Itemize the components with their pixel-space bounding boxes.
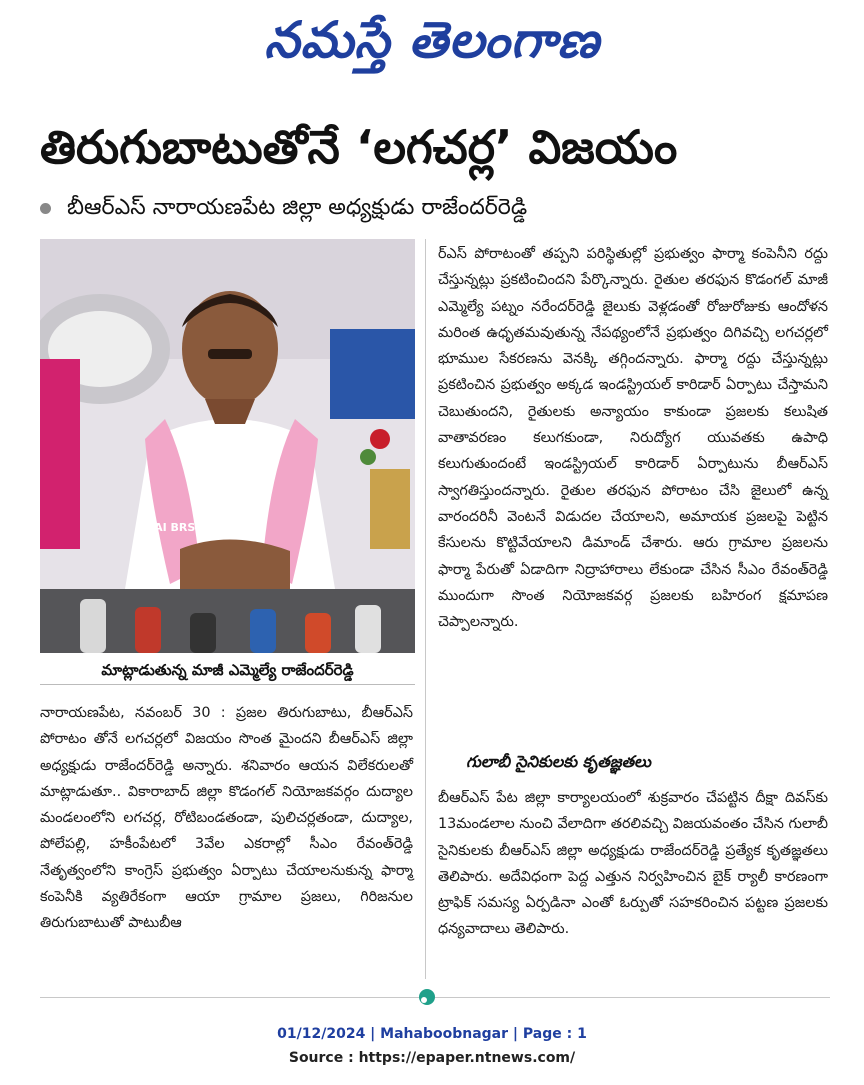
ntnews-logo-icon: [418, 988, 436, 1006]
article-photo: [40, 239, 415, 653]
body-column-left: [40, 700, 413, 937]
body-left-text: నారాయణపేట, నవంబర్ 30 : ప్రజల తిరుగుబాటు, బీఆర్ఎస్ పోరాటం తోనే లగచర్లలో విజయం సొంత మైందని బీఆర్ఎస్ జిల్లా అధ్యక్షుడు రాజేందర్‌రెడ్డి అన్నారు. శనివారం ఆయన విలేకరులతో మాట్లాడుతూ.. వికారాబాద్ జిల్లా కొడంగల్ నియోజకవర్గం దుద్యాల మండలంలోని లగచర్ల, రోటిబండతండా, పులిచర్లతండా, దుద్యాల, పోలేపల్లి, హకీంపేటలో 3వేల ఎకరాల్లో సీఎం రేవంత్‌రెడ్డి నేతృత్వంలోని కాంగ్రెస్ ప్రభుత్వం ఏర్పాటు చేయాలనుకున్న ఫార్మా కంపెనీకి వ్యతిరేకంగా ఆయా గ్రామాల ప్రజలు, గిరిజనుల తిరుగుబాటుతో పాటుబీఆ: [40, 705, 413, 932]
page-footer: [0, 1022, 864, 1070]
photo-caption: మాట్లాడుతున్న మాజీ ఎమ్మెల్యే రాజేందర్‌రెడ్డి: [40, 656, 415, 685]
body-column-right-2: [438, 785, 828, 943]
footer-source: Source : https://epaper.ntnews.com/: [288, 1050, 576, 1066]
subheadline-text: బీఆర్ఎస్ నారాయణపేట జిల్లా అధ్యక్షుడు రాజేందర్‌రెడ్డి: [67, 195, 528, 220]
footer-meta: 01/12/2024 | Mahaboobnagar | Page : 1: [277, 1026, 587, 1042]
article-headline: తిరుగుబాటుతోనే ‘లగచర్ల’ విజయం: [40, 120, 678, 174]
bullet-dot-icon: [40, 203, 51, 214]
column-divider: [425, 239, 426, 979]
body-right-text: ర్ఎస్ పోరాటంతో తప్పని పరిస్థితుల్లో ప్రభుత్వం ఫార్మా కంపెనీని రద్దు చేస్తున్నట్లు ప్రకటించిందని పేర్కొన్నారు. రైతుల తరఫున కొడంగల్ మాజీ ఎమ్మెల్యే పట్నం నరేందర్‌రెడ్డి జైలుకు వెళ్లడంతో రోజురోజుకు ఆందోళన మరింత ఉధృతమవుతున్న నేపథ్యంలోనే ప్రభుత్వం దిగివచ్చి లగచర్లలో భూముల సేకరణను వెనక్కి తగ్గిందన్నారు. ఫార్మా రద్దు చేస్తున్నట్లు ప్రకటించిన ప్రభుత్వం అక్కడ ఇండస్ట్రియల్ కారిడార్ ఏర్పాటు చేస్తామని చెబుతుందని, రైతులకు అన్యాయం కాకుండా ప్రజలకు కలుషిత వాతావరణం కలుగకుండా, నిరుద్యోగ యువతకు ఉపాధి కలుగుతుందంటే ఇండస్ట్రియల్ కారిడార్ ఏర్పాటును బీఆర్ఎస్ స్వాగతిస్తుందన్నారు. రైతుల తరఫున పోరాటం చేసి జైలులో ఉన్న వారందరినీ వెంటనే విడుదల చేయాలని, అమాయక ప్రజలపై పెట్టిన కేసులను కొట్టివేయాలని డిమాండ్ చేశారు. ఆరు గ్రామాల ప్రజలను ఫార్మా పేరుతో ఏడాదిగా నిద్రాహారాలు లేకుండా చేసిన సీఎం రేవంత్‌రెడ్డి ముందుగా సొంత నియోజకవర్గ ప్రజలకు బహిరంగ క్షమాపణ చెప్పాలన్నారు.: [438, 246, 828, 631]
photo-illustration: [40, 239, 415, 653]
masthead-title: నమస్తే తెలంగాణ: [264, 11, 600, 69]
body-column-right: [438, 241, 828, 635]
section-heading: గులాబీ సైనికులకు కృతజ్ఞతలు: [466, 752, 651, 771]
article-subheadline: [40, 188, 830, 228]
photo-shawl-text: JAI BRS: [150, 521, 196, 534]
body-right2-text: బీఆర్ఎస్ పేట జిల్లా కార్యాలయంలో శుక్రవారం చేపట్టిన దీక్షా దివస్‌కు 13మండలాల నుంచి వేలాదిగా తరలివచ్చి విజయవంతం చేసిన గులాబీ సైనికులకు బీఆర్ఎస్ జిల్లా అధ్యక్షుడు రాజేందర్‌రెడ్డి ప్రత్యేక కృతజ్ఞతలు తెలిపారు. అదేవిధంగా పెద్ద ఎత్తున నిర్వహించిన బైక్ ర్యాలీ కారణంగా ట్రాఫిక్ సమస్య ఏర్పడినా ఎంతో ఓర్పుతో సహకరించిన పట్టణ ప్రజలకు ధన్యవాదాలు తెలిపారు.: [438, 790, 828, 938]
